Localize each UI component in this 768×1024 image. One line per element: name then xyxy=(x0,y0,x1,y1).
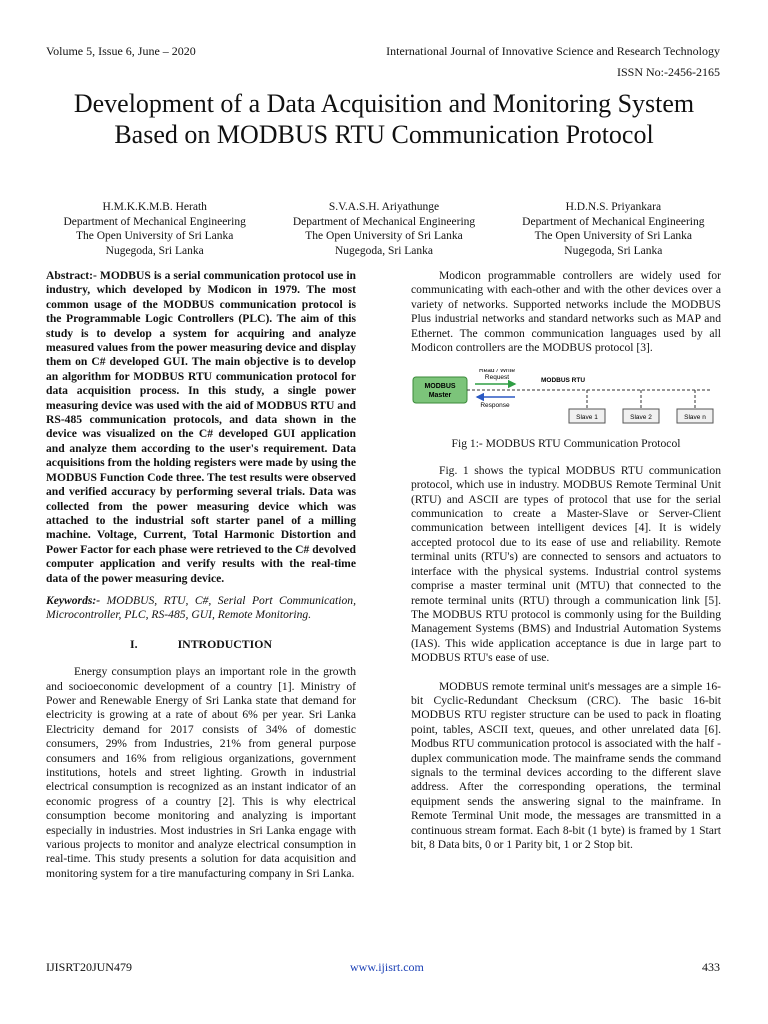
section-number: I. xyxy=(130,636,138,651)
author-name: S.V.A.S.H. Ariyathunge xyxy=(328,201,440,213)
master-box xyxy=(413,377,467,403)
author-location: Nugegoda, Sri Lanka xyxy=(105,244,204,257)
footer-paper-id: IJISRT20JUN479 xyxy=(46,960,132,974)
author-univ: The Open University of Sri Lanka xyxy=(305,230,463,242)
author-location: Nugegoda, Sri Lanka xyxy=(564,244,663,257)
paragraph-fig1: Fig. 1 shows the typical MODBUS RTU communication protocol, which use in industry. MODBUS Remote Terminal Unit (RTU) and ASCII are types of protocol that use for the serial communication to create a Master-Slave or Server-Client communication between intelligent devices [4]. It is widely accepted protocol due to its ease of use and reliability. Remote terminal units (RTU's) are connected to sensors and actuators to interface with the physical systems. Industrial control systems comprise a master terminal unit (MTU) that connected to the remote terminal units (RTU) through a communication link [5]. The MODBUS RTU protocol is commonly using for the Building Management Systems (BMS) and Industrial Automation Systems (IAS). This wide application acceptance is due in large part to MODBUS RTU's ease of use. xyxy=(411,463,721,665)
footer-website-link[interactable]: www.ijisrt.com xyxy=(350,960,424,974)
intro-paragraph: Energy consumption plays an important role in the growth and socioeconomic development of a country [1]. Ministry of Power and Renewable Energy of Sri Lanka state that demand for electricity is growing at a rate of about 6% per year. Sri Lanka Electricity demand for 2017 consists of 34% of domestic consumers, 29% from Industries, 21% from general purpose consumers and 16% from religious organizations, government institutions, hotels and street lighting. Growth in industrial electrical consumption is recognized as an instant indicator of an economic progress of a country [2]. This is why electrical consumption become monitoring and analyzing is important especially in industries. Most industries in Sri Lanka engage with various projects to monitor and analyze electrical consumption in real-time. This study presents a solution for data acquisition and monitoring system for a tire manufacturing company in Sri Lanka. xyxy=(46,665,356,880)
author-block xyxy=(499,200,728,258)
author-univ: The Open University of Sri Lanka xyxy=(534,230,693,242)
abstract: Abstract:- MODBUS is a serial communication protocol use in industry, which developed by Modicon in 1979. The most common usage of the MODBUS communication protocol is the Programmable Logic Controllers (PLC). The aim of this study is to develop a system for acquiring and analyze measured values from the power measuring device and display them on C# developed GUI. The main objective is to develop an algorithm for MODBUS RTU communication protocol for data acquisition process. In this study, a single power measuring device was used with the aid of MODBUS RTU and RS-485 communication protocols, and data shown in the device was visualized on the C# developed GUI application and analyze them according to the user's requirement. Data acquisitions from the holding registers were made by using the MODBUS Function Code three. The test results were observed and verified accuracy by performing several trials. Data was collected from the power measuring device which was attached to the industrial soft starter panel of a milling machine. Voltage, Current, Total Harmonic Distortion and Power Factor for each phase were retrieved to the C# devolved computer application and verify results with the real-time data of the power measuring device. xyxy=(46,269,356,585)
author-name: H.D.N.S. Priyankara xyxy=(565,201,662,213)
header-volume: Volume 5, Issue 6, June – 2020 xyxy=(46,44,196,58)
slave-label: Slave 2 xyxy=(630,414,652,422)
author-list xyxy=(40,200,728,258)
response-label: Response xyxy=(480,402,510,410)
author-dept: Department of Mechanical Engineering xyxy=(522,215,705,228)
right-column xyxy=(411,269,721,852)
master-label-line2: Master xyxy=(428,392,452,400)
header-journal: International Journal of Innovative Science and Research Technology xyxy=(386,44,720,58)
paragraph-rtu-messages: MODBUS remote terminal unit's messages are a simple 16-bit Cyclic-Redundant Checksum (CRC). The basic 16-bit MODBUS RTU register structure can be used to pack in floating point, tables, ASCII text, queues, and other unrelated data [6]. Modbus RTU communication protocol is associated with the half - duplex communication mode. The mainframe sends the command signals to the terminal devices according to the different slave address. After the corresponding operations, the terminal equipment sends the answering signal to the mainframe. In Remote Terminal Unit mode, the messages are transmitted in a continuous stream format. Each 8-bit (1 byte) is framed by 1 Start bit, 8 Data bits, 0 or 1 Parity bit, 1 or 2 Stop bit. xyxy=(411,679,721,851)
keywords-label: Keywords:- xyxy=(46,593,101,607)
header-issn: ISSN No:-2456-2165 xyxy=(616,65,720,79)
keywords xyxy=(46,594,356,623)
author-name: H.M.K.K.M.B. Herath xyxy=(102,201,207,213)
modbus-diagram-svg xyxy=(411,369,721,431)
author-block xyxy=(269,200,498,258)
request-label-line1: Read / Write xyxy=(478,369,516,375)
master-label-line1: MODBUS xyxy=(424,383,456,391)
figure-caption: Fig 1:- MODBUS RTU Communication Protocol xyxy=(451,437,681,451)
section-heading xyxy=(46,637,356,651)
author-dept: Department of Mechanical Engineering xyxy=(63,215,246,228)
author-location: Nugegoda, Sri Lanka xyxy=(334,244,434,257)
section-title: INTRODUCTION xyxy=(177,636,272,651)
bus-label: MODBUS RTU xyxy=(540,377,586,385)
paper-title: Development of a Data Acquisition and Monitoring System Based on MODBUS RTU Communication Protocol xyxy=(73,89,695,149)
footer-page-number: 433 xyxy=(702,960,720,974)
author-univ: The Open University of Sri Lanka xyxy=(75,230,234,242)
slave-label: Slave 1 xyxy=(576,414,598,422)
left-column xyxy=(46,269,356,889)
keywords-text: MODBUS, RTU, C#, Serial Port Communication, Microcontroller, PLC, RS-485, GUI, Remote Monitoring. xyxy=(46,593,356,622)
paragraph-modicon: Modicon programmable controllers are widely used for communicating with each-other and with the other devices over a variety of networks. Supported networks include the MODBUS Plus industrial networks and standard networks such as MAP and Ethernet. The common communication languages used by all Modicon controllers are the MODBUS protocol [3]. xyxy=(411,269,721,355)
author-block xyxy=(40,200,269,258)
slave-label: Slave n xyxy=(684,414,706,422)
figure-modbus-diagram xyxy=(411,369,721,431)
author-dept: Department of Mechanical Engineering xyxy=(292,215,476,228)
request-label-line2: Request xyxy=(484,374,510,382)
